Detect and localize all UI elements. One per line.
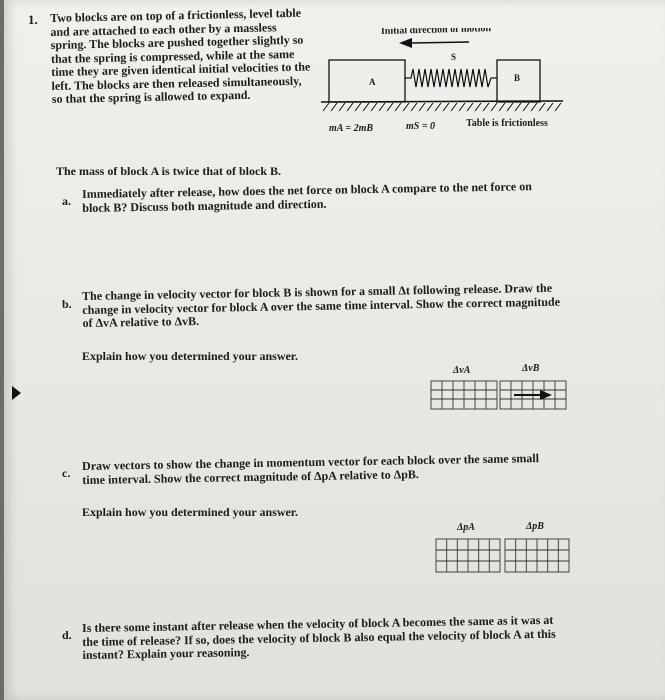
- spring-label: S: [451, 52, 457, 62]
- part-c-label: c.: [62, 466, 71, 480]
- grid-dp-b: [505, 539, 569, 572]
- left-arrow-icon: [399, 38, 469, 48]
- table-surface: [321, 101, 563, 102]
- momentum-grids: [435, 538, 575, 576]
- binder-hole-mark: [12, 386, 21, 400]
- block-a-label: A: [369, 77, 376, 87]
- problem-number: 1.: [28, 12, 38, 27]
- block-b-label: B: [514, 73, 521, 83]
- spring: [405, 69, 497, 87]
- grid-label-dv-a: ΔvA: [453, 365, 471, 376]
- frictionless-note: Table is frictionless: [466, 118, 548, 129]
- part-c-question: Draw vectors to show the change in momentum vector for each block over the same small time interval. Show the correct magnitude of ΔpA relative to ΔpB.: [81, 451, 540, 487]
- block-a: [329, 60, 405, 102]
- part-d-question: Is there some instant after release when the velocity of block A becomes the same as it was at the time of release? If so, does the velocity of block B also equal the velocity of block A at this instant? Explain your reasoning.: [81, 612, 556, 662]
- velocity-grids: [430, 380, 570, 414]
- motion-direction-label: Initial direction of motion: [380, 28, 492, 37]
- problem-intro: Two blocks are on top of a frictionless, level table and are attached to each other by a massless spring. The blocks are pushed together slightly so that the spring is compressed, while at the same time they are given identical initial velocities to the left. The blocks are then released simultaneously, so that the spring is allowed to expand.: [49, 5, 311, 106]
- part-b-explain: Explain how you determined your answer.: [82, 349, 299, 363]
- worksheet-page: [4, 0, 665, 700]
- table-hatching: [323, 103, 561, 111]
- part-a-label: a.: [62, 194, 71, 208]
- spring-mass: mS = 0: [406, 121, 436, 132]
- grid-label-dv-b: ΔvB: [522, 363, 540, 374]
- part-b-label: b.: [62, 297, 72, 311]
- part-b-question: The change in velocity vector for block B is shown for a small Δt following release. Draw the change in velocity vector for block A over the same time interval. Show the correct magnitude of ΔvA relative to ΔvB.: [81, 280, 561, 330]
- part-d-label: d.: [62, 628, 72, 642]
- mass-statement: The mass of block A is twice that of block B.: [56, 164, 282, 178]
- grid-label-dp-b: ΔpB: [526, 521, 544, 532]
- grid-label-dp-a: ΔpA: [457, 522, 475, 533]
- part-a-question: Immediately after release, how does the net force on block A compare to the net force on block B? Discuss both magnitude and direction.: [81, 179, 532, 215]
- part-c-explain: Explain how you determined your answer.: [82, 505, 299, 519]
- grid-dv-a: [431, 381, 497, 409]
- mass-a-relation: mA = 2mB: [329, 123, 374, 134]
- grid-dp-a: [436, 539, 500, 572]
